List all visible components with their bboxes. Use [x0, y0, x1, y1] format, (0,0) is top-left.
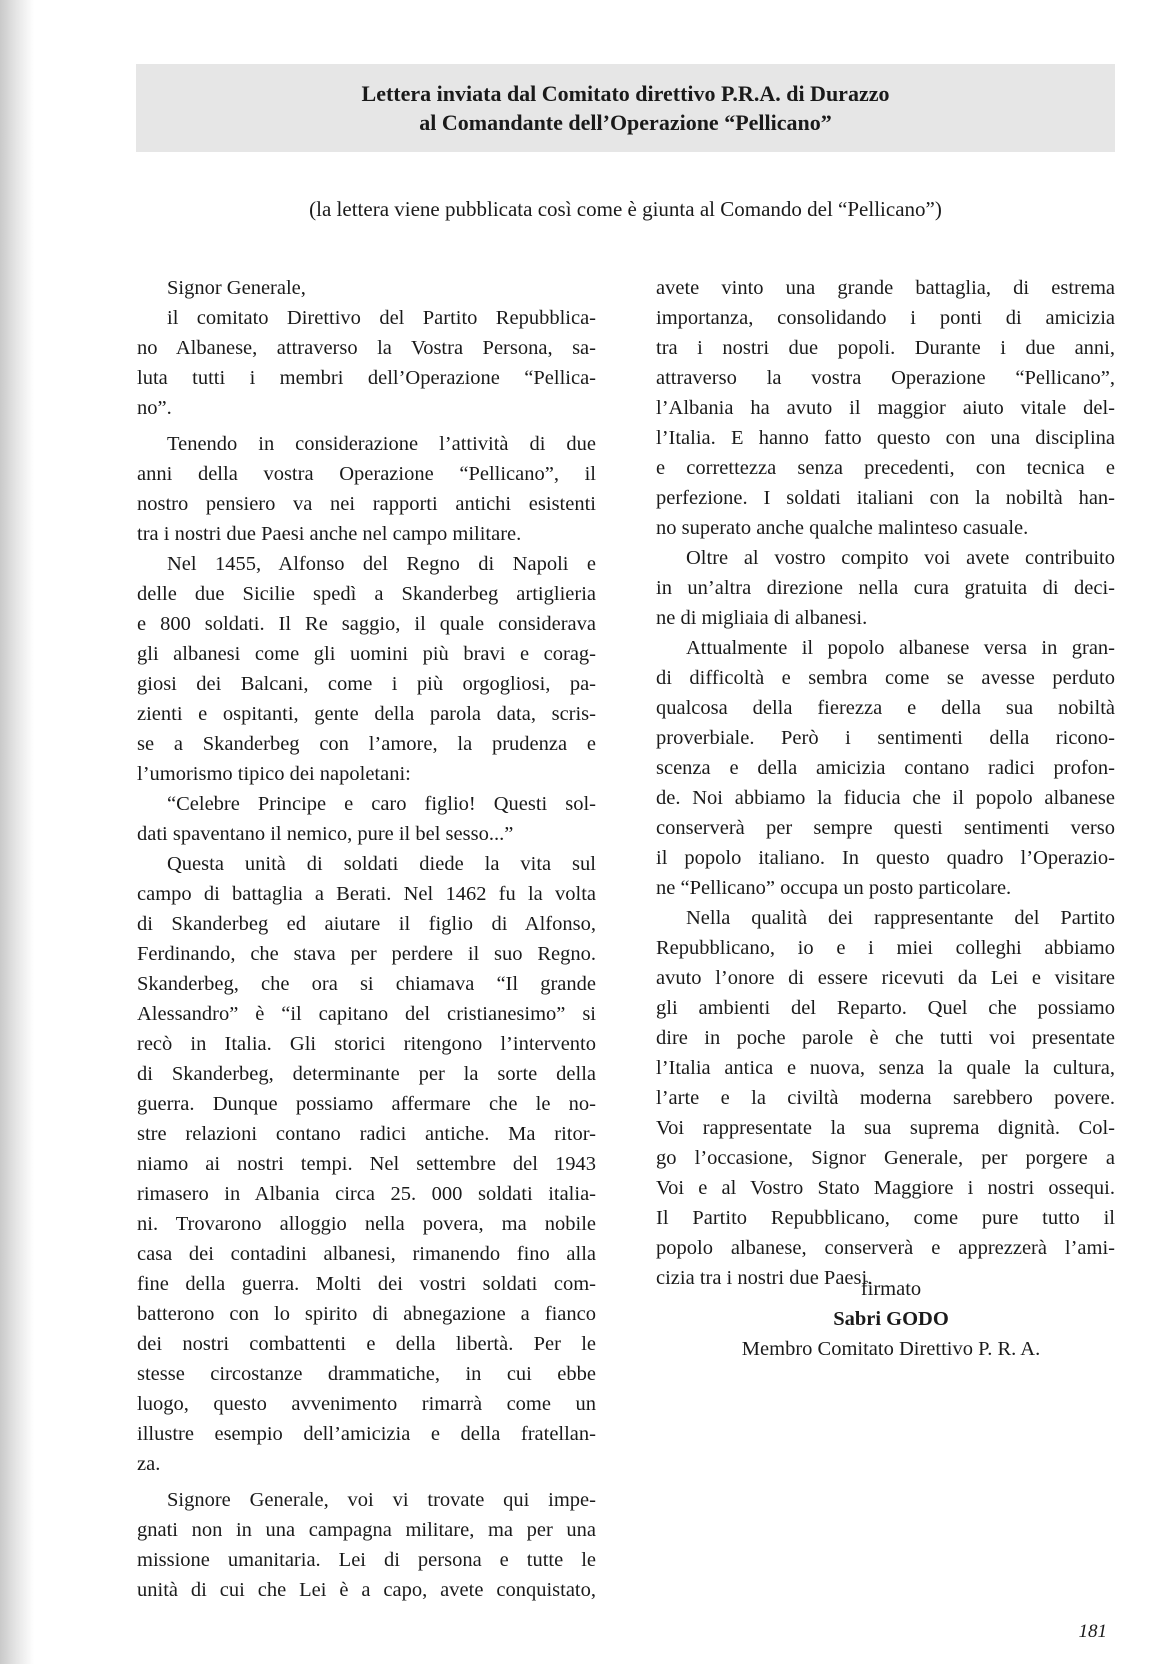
text-line: Nel 1455, Alfonso del Regno di Napoli e — [167, 553, 596, 575]
text-line: Voi rappresentate la sua suprema dignità. Col- — [656, 1117, 1115, 1139]
text-line: tra i nostri due Paesi anche nel campo militare. — [137, 523, 522, 545]
text-line: conserverà per sempre questi sentimenti verso — [656, 817, 1115, 839]
text-line: l’Italia. E hanno fatto questo con una disciplina — [656, 427, 1115, 449]
binding-gutter-shadow — [0, 0, 34, 1664]
text-line: Ferdinando, che stava per perdere il suo Regno. — [137, 943, 596, 965]
text-line: e 800 soldati. Il Re saggio, il quale considerava — [137, 613, 596, 635]
quote-line: “Celebre Principe e caro figlio! Questi sol- — [167, 793, 596, 815]
text-line: missione umanitaria. Lei di persona e tutte le — [137, 1549, 596, 1571]
text-line: gli ambienti del Reparto. Quel che possiamo — [656, 997, 1115, 1019]
text-line: Voi e al Vostro Stato Maggiore i nostri ossequi. — [656, 1177, 1115, 1199]
text-line: zienti e ospitanti, gente della parola data, scris- — [137, 703, 596, 725]
text-line: in un’altra direzione nella cura gratuita di deci- — [656, 577, 1115, 599]
text-line: stesse circostanze drammatiche, in cui ebbe — [137, 1363, 596, 1385]
text-line: dire in poche parole è che tutti voi presentate — [656, 1027, 1115, 1049]
text-line: ne “Pellicano” occupa un posto particolare. — [656, 877, 1012, 899]
text-line: batterono con lo spirito di abnegazione a fianco — [137, 1303, 596, 1325]
quote-line: dati spaventano il nemico, pure il bel sesso...” — [137, 823, 514, 845]
text-line: rimasero in Albania circa 25. 000 soldati italia- — [137, 1183, 596, 1205]
text-line: dei nostri combattenti e della libertà. Per le — [137, 1333, 596, 1355]
text-line: proverbiale. Però i sentimenti della ricono- — [656, 727, 1115, 749]
text-line: Questa unità di soldati diede la vita sul — [167, 853, 596, 875]
signature-signed: firmato — [860, 1278, 922, 1300]
text-line: Signore Generale, voi vi trovate qui impe- — [167, 1489, 596, 1511]
text-line: Il Partito Repubblicano, come pure tutto il — [656, 1207, 1115, 1229]
text-line: ni. Trovarono alloggio nella povera, ma nobile — [137, 1213, 596, 1235]
text-line: Nella qualità dei rappresentante del Partito — [686, 907, 1115, 929]
text-line: di Skanderbeg, determinante per la sorte della — [137, 1063, 596, 1085]
text-line: campo di battaglia a Berati. Nel 1462 fu la volta — [137, 883, 596, 905]
text-line: l’umorismo tipico dei napoletani: — [137, 763, 411, 785]
text-line: Repubblicano, io e i miei colleghi abbiamo — [656, 937, 1115, 959]
text-line: qualcosa della fierezza e della sua nobiltà — [656, 697, 1115, 719]
text-line: unità di cui che Lei è a capo, avete conquistato, — [137, 1579, 596, 1601]
title-line-2: al Comandante dell’Operazione “Pellicano” — [419, 110, 832, 135]
text-line: za. — [137, 1453, 161, 1475]
text-line: giosi dei Balcani, come i più orgogliosi, pa- — [137, 673, 596, 695]
text-line: popolo albanese, conserverà e apprezzerà l’ami- — [656, 1237, 1115, 1259]
text-line: luogo, questo avvenimento rimarrà come un — [137, 1393, 596, 1415]
text-line: go l’occasione, Signor Generale, per porgere a — [656, 1147, 1115, 1169]
text-line: scenza e della amicizia contano radici profon- — [656, 757, 1115, 779]
text-line: niamo ai nostri tempi. Nel settembre del 1943 — [137, 1153, 596, 1175]
text-line: no superato anche qualche malinteso casuale. — [656, 517, 1029, 539]
text-line: no”. — [137, 397, 172, 419]
text-line: Skanderbeg, che ora si chiamava “Il grande — [137, 973, 596, 995]
text-line: l’Albania ha avuto il maggior aiuto vitale del- — [656, 397, 1115, 419]
text-line: e correttezza senza precedenti, con tecnica e — [656, 457, 1115, 479]
text-line: se a Skanderbeg con l’amore, la prudenza e — [137, 733, 596, 755]
text-line: Alessandro” è “il capitano del cristianesimo” si — [137, 1003, 596, 1025]
text-line: recò in Italia. Gli storici ritengono l’intervento — [137, 1033, 596, 1055]
text-line: no Albanese, attraverso la Vostra Persona, sa- — [137, 337, 596, 359]
text-line: perfezione. I soldati italiani con la nobiltà han- — [656, 487, 1115, 509]
text-line: luta tutti i membri dell’Operazione “Pellica- — [137, 367, 596, 389]
text-line: gnati non in una campagna militare, ma per una — [137, 1519, 596, 1541]
text-line: anni della vostra Operazione “Pellicano”, il — [137, 463, 596, 485]
text-line: avete vinto una grande battaglia, di estrema — [656, 277, 1115, 299]
text-line: attraverso la vostra Operazione “Pellicano”, — [656, 367, 1115, 389]
signature-role: Membro Comitato Direttivo P. R. A. — [741, 1338, 1041, 1360]
text-line: l’arte e la civiltà moderna sarebbero povere. — [656, 1087, 1115, 1109]
title-box — [136, 64, 1115, 152]
text-line: de. Noi abbiamo la fiducia che il popolo albanese — [656, 787, 1115, 809]
text-line: fine della guerra. Molti dei vostri soldati com- — [137, 1273, 596, 1295]
left-column — [137, 273, 596, 1605]
text-line: cizia tra i nostri due Paesi. — [656, 1267, 873, 1289]
text-line: casa dei contadini albanesi, rimanendo fino alla — [137, 1243, 596, 1265]
text-line: di Skanderbeg ed aiutare il figlio di Alfonso, — [137, 913, 596, 935]
text-line: gli albanesi come gli uomini più bravi e corag- — [137, 643, 596, 665]
salutation: Signor Generale, — [167, 277, 306, 299]
text-line: di difficoltà e sembra come se avesse perduto — [656, 667, 1115, 689]
text-line: Attualmente il popolo albanese versa in gran- — [686, 637, 1115, 659]
text-line: ne di migliaia di albanesi. — [656, 607, 868, 629]
text-line: tra i nostri due popoli. Durante i due anni, — [656, 337, 1115, 359]
title-line-1: Lettera inviata dal Comitato direttivo P.R.A. di Durazzo — [361, 81, 890, 106]
signature-block — [656, 1274, 1126, 1364]
text-line: l’Italia antica e nuova, senza la quale la cultura, — [656, 1057, 1115, 1079]
text-line: stre relazioni contano radici antiche. Ma ritor- — [137, 1123, 596, 1145]
text-line: delle due Sicilie spedì a Skanderbeg artiglieria — [137, 583, 596, 605]
signature-name: Sabri GODO — [833, 1308, 949, 1330]
text-line: avuto l’onore di essere ricevuti da Lei e visitare — [656, 967, 1115, 989]
text-line: Oltre al vostro compito voi avete contribuito — [686, 547, 1115, 569]
subtitle: (la lettera viene pubblicata così come è giunta al Comando del “Pellicano”) — [309, 197, 942, 221]
page-number: 181 — [1078, 1621, 1107, 1642]
text-line: importanza, consolidando i ponti di amicizia — [656, 307, 1115, 329]
text-line: nostro pensiero va nei rapporti antichi esistenti — [137, 493, 596, 515]
text-line: guerra. Dunque possiamo affermare che le no- — [137, 1093, 596, 1115]
text-line: Tenendo in considerazione l’attività di due — [167, 433, 596, 455]
text-line: il comitato Direttivo del Partito Repubblica- — [167, 307, 596, 329]
right-column — [656, 273, 1115, 1293]
text-line: illustre esempio dell’amicizia e della fratellan- — [137, 1423, 596, 1445]
text-line: il popolo italiano. In questo quadro l’Operazio- — [656, 847, 1115, 869]
